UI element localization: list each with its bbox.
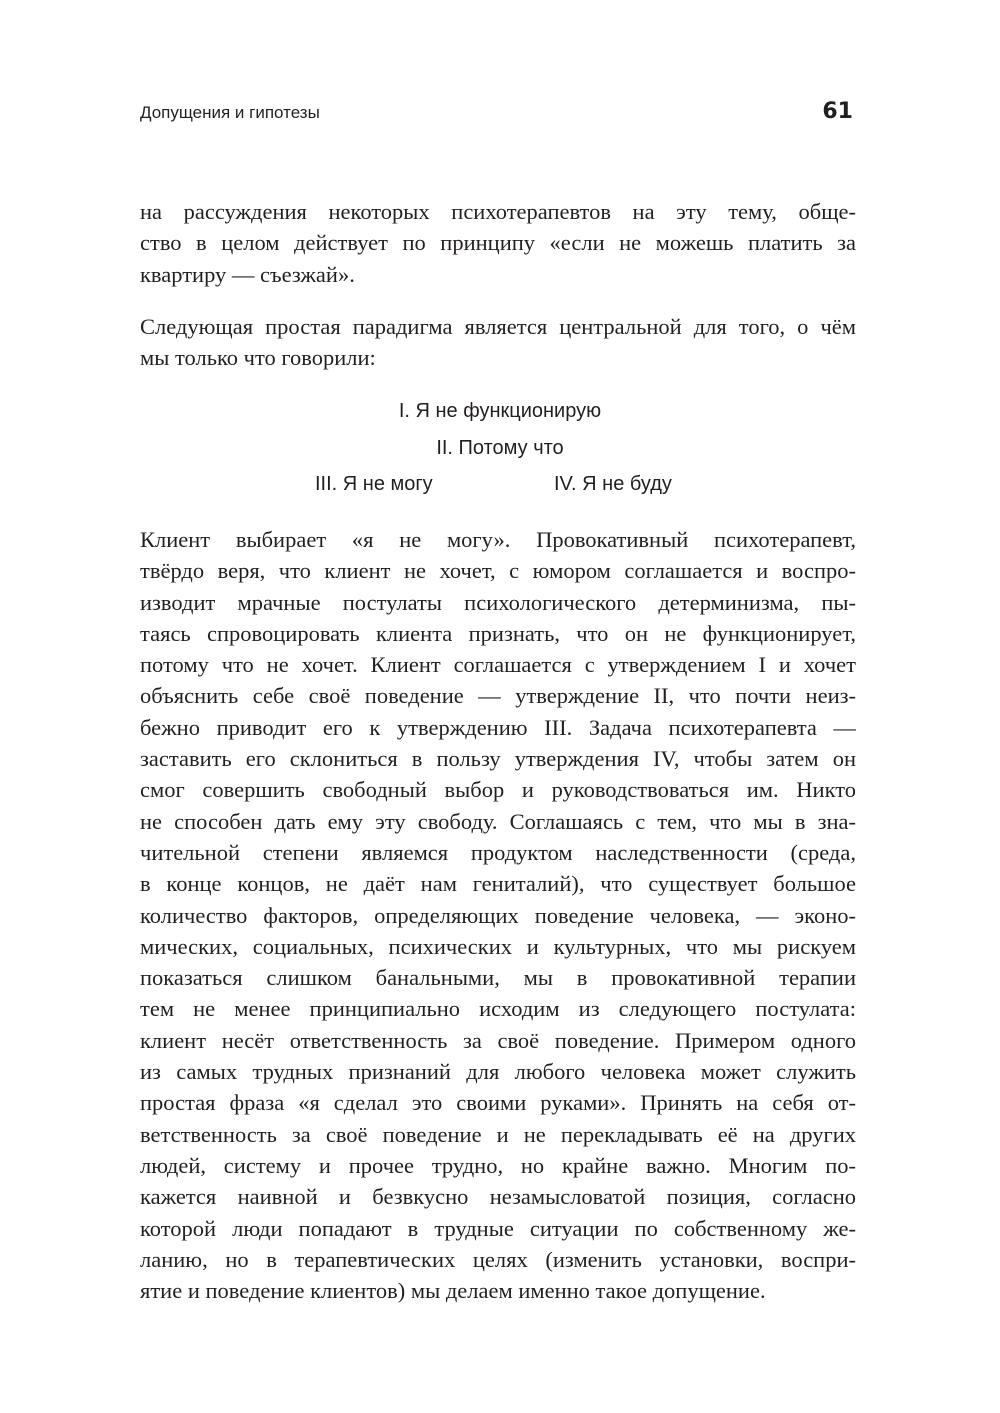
text-line: Следующая простая парадигма является центральной для того, о чём <box>140 314 856 339</box>
text-line: кажется наивной и безвкусно незамысловатой позиция, согласно <box>140 1184 856 1210</box>
paragraph-2 <box>140 311 856 374</box>
text-line: на рассуждения некоторых психотерапевтов на эту тему, обще- <box>140 199 856 224</box>
text-line: ство в целом действует по принципу «если не можешь платить за <box>140 230 856 256</box>
text-line: ветственность за своё поведение и не перекладывать её на других <box>140 1121 856 1147</box>
text-line: ятие и поведение клиентов) мы делаем именно такое допущение. <box>140 1278 766 1304</box>
text-line: Клиент выбирает «я не могу». Провокативный психотерапевт, <box>140 527 856 552</box>
text-line: в конце концов, не даёт нам гениталий), что существует большое <box>140 871 856 897</box>
text-line: простая фраза «я сделал это своими руками». Принять на себя от- <box>140 1090 856 1116</box>
text-line: мы только что говорили: <box>140 345 376 371</box>
page-number: 61 <box>822 99 853 124</box>
text-line: тем не менее принципиально исходим из следующего постулата: <box>140 996 856 1022</box>
text-line: показаться слишком банальными, мы в провокативной терапии <box>140 965 856 991</box>
text-line: клиент несёт ответственность за своё поведение. Примером одного <box>140 1027 856 1053</box>
text-line: ланию, но в терапевтических целях (изменить установки, воспри- <box>140 1246 856 1272</box>
paragraph-1 <box>140 196 856 290</box>
text-line: из самых трудных признаний для любого человека может служить <box>140 1059 856 1085</box>
text-line: бежно приводит его к утверждению III. Задача психотерапевта — <box>140 714 856 740</box>
text-line: таясь спровоцировать клиента признать, что он не функционирует, <box>140 620 856 646</box>
text-line: смог совершить свободный выбор и руководствоваться им. Никто <box>140 777 856 803</box>
text-line: потому что не хочет. Клиент соглашается с утверждением I и хочет <box>140 652 856 678</box>
running-title: Допущения и гипотезы <box>140 103 320 122</box>
paradigm-item-2: II. Потому что <box>436 437 564 459</box>
paradigm-item-1: I. Я не функционирую <box>398 400 602 422</box>
paragraph-3 <box>140 524 856 1306</box>
text-line: мических, социальных, психических и культурных, что мы рискуем <box>140 933 856 959</box>
text-line: квартиру — съезжай». <box>140 261 355 287</box>
text-line: не способен дать ему эту свободу. Соглашаясь с тем, что мы в зна- <box>140 808 856 834</box>
text-line: твёрдо веря, что клиент не хочет, с юмором соглашается и воспро- <box>140 558 856 584</box>
text-line: заставить его склониться в пользу утверждения IV, чтобы затем он <box>140 746 856 772</box>
text-line: которой люди попадают в трудные ситуации по собственному же- <box>140 1215 856 1241</box>
text-line: людей, систему и прочее трудно, но крайне важно. Многим по- <box>140 1152 856 1178</box>
text-line: количество факторов, определяющих поведение человека, — эконо- <box>140 902 856 928</box>
paradigm-item-4: IV. Я не буду <box>554 473 672 495</box>
paradigm-item-3: III. Я не могу <box>315 473 433 495</box>
text-line: чительной степени являемся продуктом наследственности (среда, <box>140 839 856 865</box>
text-line: объяснить себе своё поведение — утверждение II, что почти неиз- <box>140 683 856 709</box>
text-line: изводит мрачные постулаты психологического детерминизма, пы- <box>140 589 856 615</box>
